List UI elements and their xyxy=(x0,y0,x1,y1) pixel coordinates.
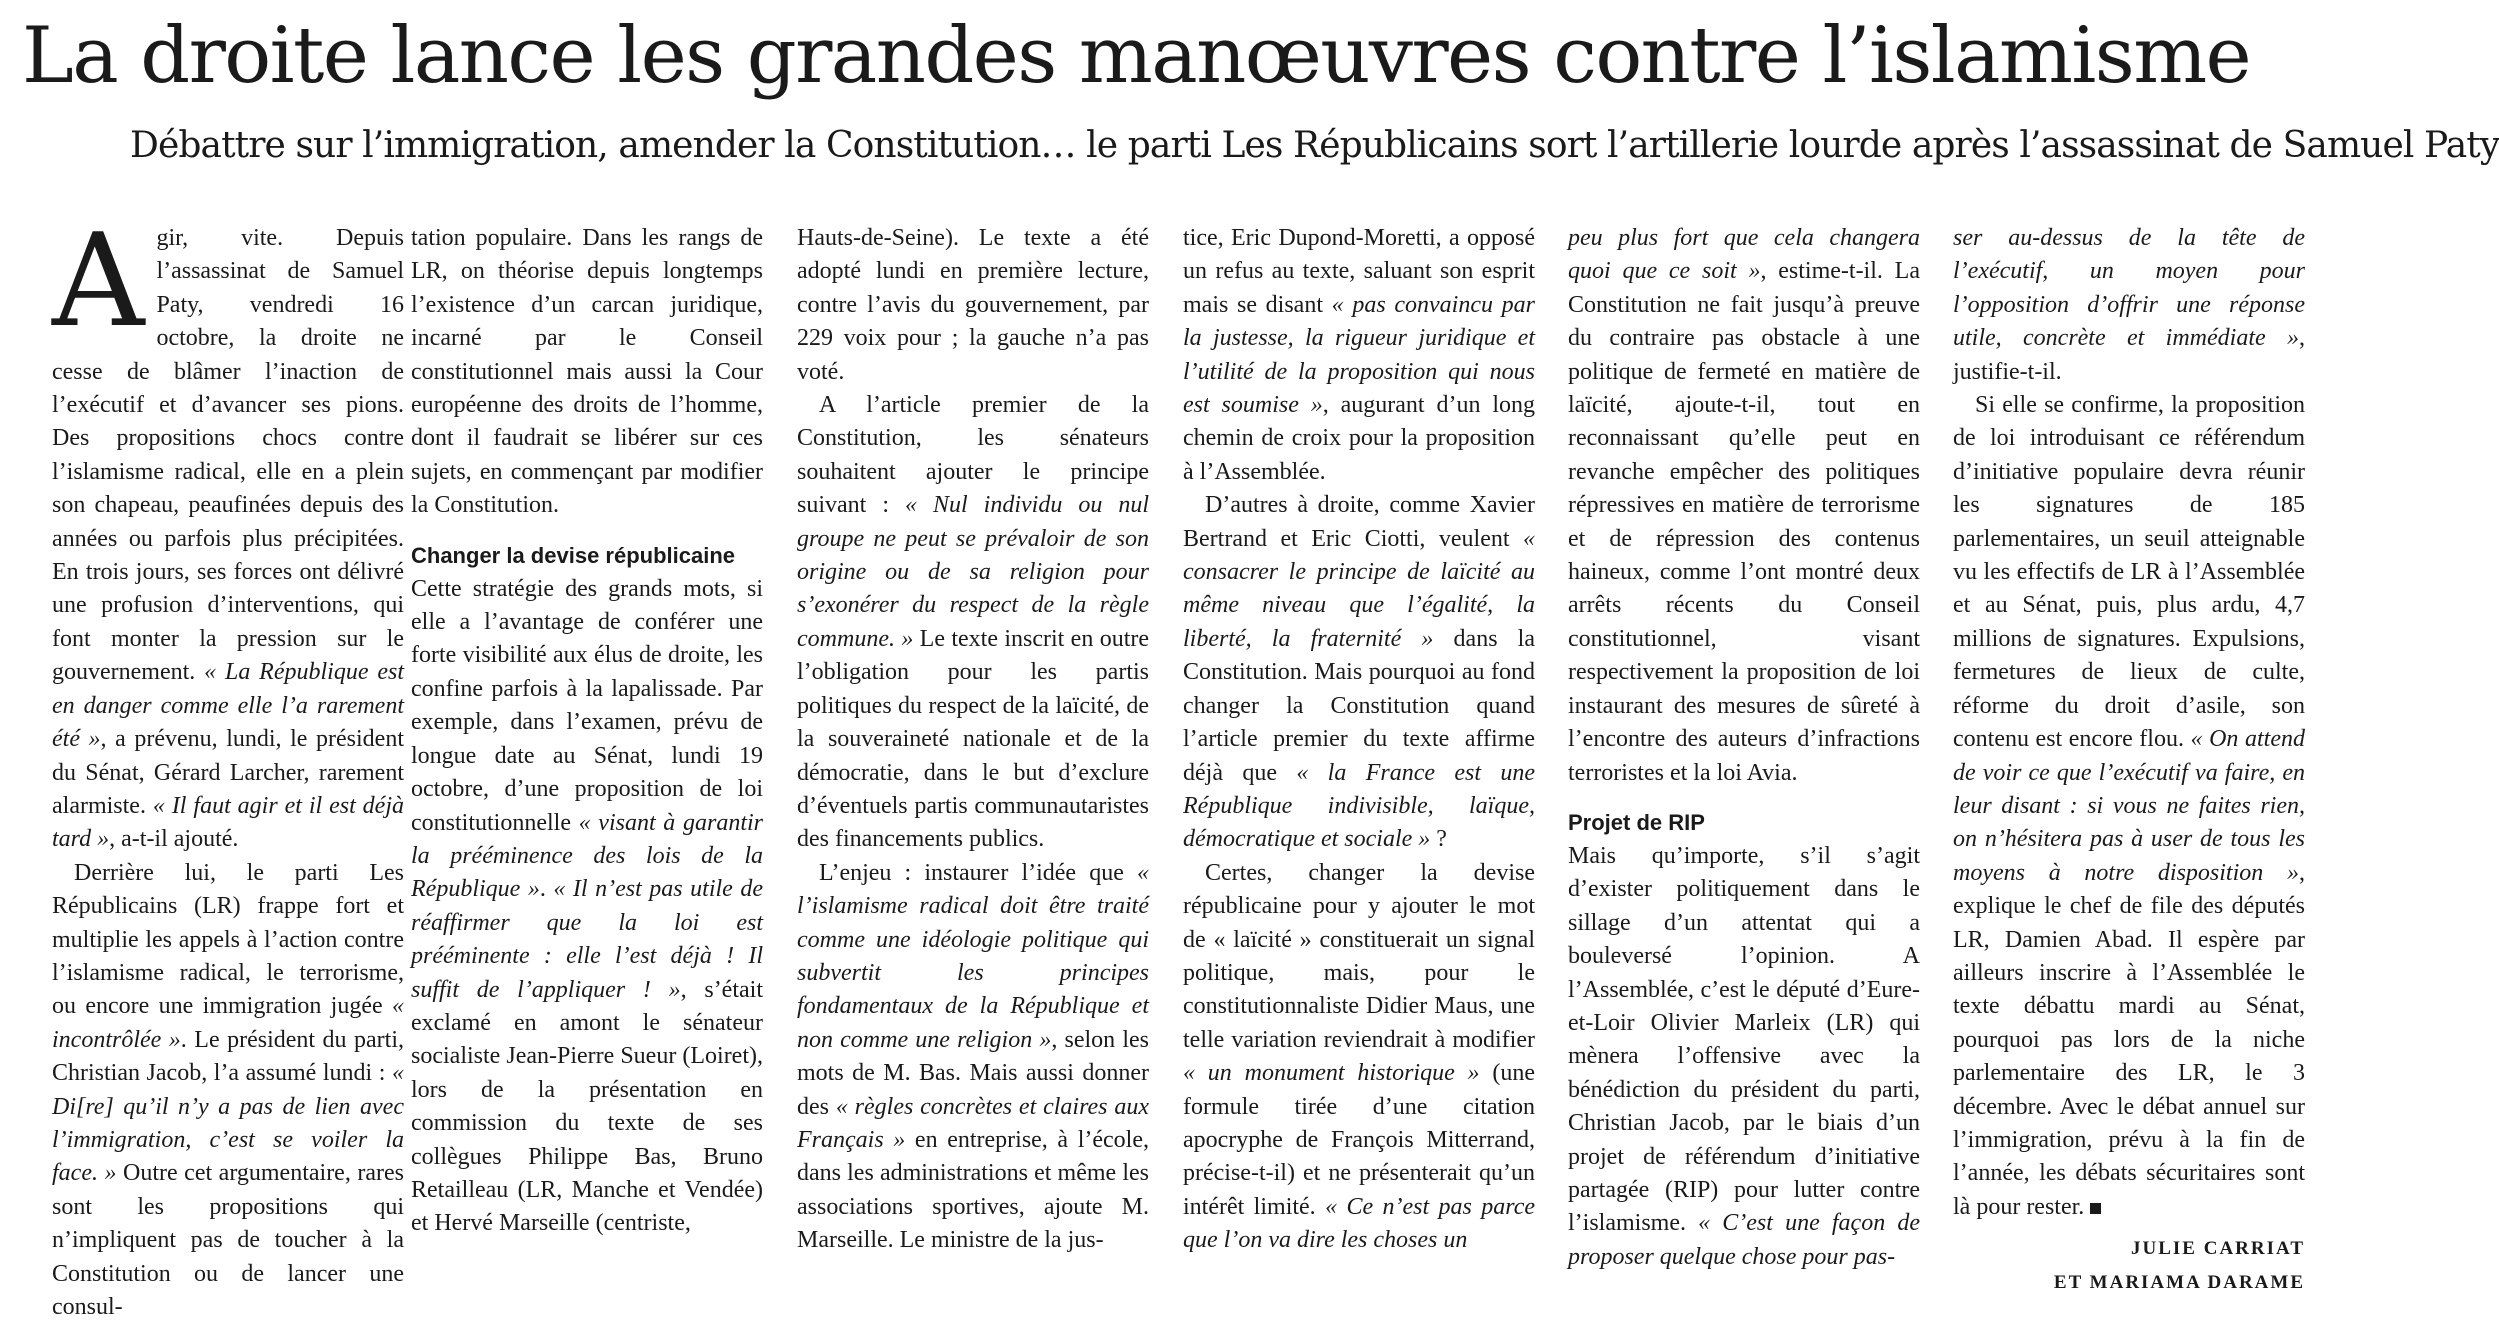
paragraph xyxy=(1183,857,1535,1258)
quote: « un monument historique » xyxy=(1183,1060,1480,1087)
text-run: D’autres à droite, comme Xavier Bertrand et Eric Ciotti, veulent xyxy=(1183,492,1535,552)
text-run: , a-t-il ajouté. xyxy=(109,826,239,853)
paragraph xyxy=(411,573,763,1241)
article-column-2 xyxy=(411,222,763,1237)
quote: « On attend de voir ce que l’exécutif va faire, en leur disant : si vous ne faites rien, on n’hésitera pas à user de tous les moyens à notre disposition » xyxy=(1953,726,2305,886)
paragraph xyxy=(1953,222,2305,389)
text-run: , augurant d’un long chemin de croix pour la proposition à l’Assemblée. xyxy=(1183,392,1535,485)
text-run: en entreprise, à l’école, dans les administrations et même les associations sportives, ajoute M. Marseille. Le ministre de la jus- xyxy=(797,1126,1149,1254)
text-run: L’enjeu : instaurer l’idée que xyxy=(819,859,1137,886)
quote: « Il faut agir et il est déjà tard » xyxy=(52,792,404,853)
byline-author: JULIE CARRIAT xyxy=(2131,1238,2305,1260)
paragraph xyxy=(52,857,404,1324)
quote: « règles concrètes et claires aux Français » xyxy=(797,1093,1149,1153)
text-run: Si elle se confirme, la proposition de loi introduisant ce référendum d’initiative populaire devra réunir les signatures de 185 parlementaires, un seuil atteignable vu les effectifs de LR à l’Assemblée et au Sénat, puis, plus ardu, 4,7 millions de signatures. Expulsions, fermetures de lieux de culte, réforme du droit d’asile, son contenu est encore flou. xyxy=(1953,392,2305,753)
quote: « C’est une façon de proposer quelque chose pour pas- xyxy=(1568,1210,1921,1270)
quote: peu plus fort que cela changera quoi que ce soit » xyxy=(1568,225,1920,285)
quote: « Il n’est pas utile de réaffirmer que la loi est prééminente : elle l’est déjà ! Il suffit de l’appliquer ! » xyxy=(411,876,763,1003)
quote: « incontrôlée » xyxy=(52,993,404,1053)
quote: « Ce n’est pas parce que l’on va dire les choses un xyxy=(1183,1193,1535,1254)
text-run: Derrière lui, le parti Les Républicains (LR) frappe fort et multiplie les appels à l’action contre l’islamisme radical, le terrorisme, ou encore une immigration jugée xyxy=(52,859,404,1020)
text-run: , justifie-t-il. xyxy=(1953,325,2305,385)
paragraph xyxy=(1953,389,2305,1224)
quote: « consacrer le principe de laïcité au même niveau que l’égalité, la liberté, la fraternité » xyxy=(1183,525,1535,652)
quote: « La République est en danger comme elle l’a rarement été » xyxy=(52,659,404,753)
text-run: . Le président du parti, Christian Jacob, l’a assumé lundi : xyxy=(52,1026,404,1087)
text-run: . xyxy=(539,876,554,903)
quote: « Di[re] qu’il n’y a pas de lien avec l’immigration, c’est se voiler la face. » xyxy=(52,1060,404,1187)
quote: « visant à garantir la prééminence des lois de la République » xyxy=(411,809,763,903)
text-run: Le texte inscrit en outre l’obligation pour les partis politiques du respect de la laïcité, de la souveraineté nationale et de la démocratie, dans le but d’exclure d’éventuels partis communautaristes des financements publics. xyxy=(797,625,1150,853)
article-column-6 xyxy=(1953,222,2305,1294)
text-run: (une formule tirée d’une citation apocryphe de François Mitterrand, précise-t-il) et ne présenterait qu’un intérêt limité. xyxy=(1183,1060,1535,1220)
subheadline: Débattre sur l’immigration, amender la Constitution… le parti Les Républicains sort l’artillerie lourde après l’assassinat de Samuel Paty xyxy=(130,125,2499,166)
text-run: , a prévenu, lundi, le président du Sénat, Gérard Larcher, rarement alarmiste. xyxy=(52,726,404,819)
byline-author: ET MARIAMA DARAME xyxy=(2053,1272,2305,1294)
text-run: dans la Constitution. Mais pourquoi au fond changer la Constitution quand l’article premier du texte affirme déjà que xyxy=(1183,625,1535,786)
quote: « pas convaincu par la justesse, la rigueur juridique et l’utilité de la proposition qui nous est soumise » xyxy=(1183,291,1535,419)
quote: « l’islamisme radical doit être traité comme une idéologie politique qui subvertit les principes fondamentaux de la République et non comme une religion » xyxy=(797,859,1149,1053)
dropcap: A xyxy=(52,207,145,356)
section-subhead: Projet de RIP xyxy=(1568,809,1705,835)
text-run: Cette stratégie des grands mots, si elle a l’avantage de conférer une forte visibilité aux élus de droite, les confine parfois à la lapalissade. Par exemple, dans l’examen, prévu de longue date au Sénat, lundi 19 octobre, d’une proposition de loi constitutionnelle xyxy=(411,575,763,836)
article-column-1 xyxy=(52,207,404,1320)
quote: « Nul individu ou nul groupe ne peut se prévaloir de son origine ou de sa religion pour s’exonérer du respect de la règle commune. » xyxy=(797,492,1149,652)
paragraph xyxy=(797,857,1149,1258)
paragraph: Hauts-de-Seine). Le texte a été adopté lundi en première lecture, contre l’avis du gouvernement, par 229 voix pour ; la gauche n’a pas voté. xyxy=(797,225,1149,385)
quote: « la France est une République indivisible, laïque, démocratique et sociale » xyxy=(1183,759,1535,853)
article-column-4 xyxy=(1183,222,1535,1254)
article-column-5 xyxy=(1568,222,1921,1270)
text-run: , selon les mots de M. Bas. Mais aussi donner des xyxy=(797,1026,1149,1120)
text-run: tice, Eric Dupond-Moretti, a opposé un refus au texte, saluant son esprit mais se disant xyxy=(1183,225,1535,318)
section-subhead: Changer la devise républicaine xyxy=(411,542,736,568)
article-column-3 xyxy=(797,222,1150,1254)
paragraph xyxy=(52,207,404,857)
paragraph xyxy=(1568,222,1920,790)
text-run: , s’était exclamé en amont le sénateur socialiste Jean-Pierre Sueur (Loiret), lors de la présentation en commission du texte de ses collègues Philippe Bas, Bruno Retailleau (LR, Manche et Vendée) et Hervé Marseille (centriste, xyxy=(411,976,763,1237)
text-run: , estime-t-il. La Constitution ne fait jusqu’à preuve du contraire pas obstacle à une politique de fermeté en matière de laïcité, ajoute-t-il, tout en reconnaissant qu’elle peut en revanche empêcher des politiques répressives en matière de terrorisme et de répression des contenus haineux, comme l’ont montré deux arrêts récents du Conseil constitutionnel, visant respectivement la proposition de loi instaurant des mesures de sûreté à l’encontre des auteurs d’infractions terroristes et la loi Avia. xyxy=(1568,258,1920,786)
text-run: Certes, changer la devise républicaine pour y ajouter le mot de « laïcité » constituerait un signal politique, mais, pour le constitutionnaliste Didier Maus, une telle variation reviendrait à modifier xyxy=(1183,859,1535,1053)
text-run: A l’article premier de la Constitution, les sénateurs souhaitent ajouter le principe suivant : xyxy=(797,392,1149,519)
byline xyxy=(1953,1232,2305,1300)
end-of-article-mark xyxy=(2090,1203,2101,1214)
text-run: Mais qu’importe, s’il s’agit d’exister politiquement dans le sillage d’un attentat qui a bouleversé l’opinion. A l’Assemblée, c’est le député d’Eure-et-Loir Olivier Marleix (LR) qui mènera l’offensive avec la bénédiction du président du parti, Christian Jacob, par le biais d’un projet de référendum d’initiative partagée (RIP) pour lutter contre l’islamisme. xyxy=(1568,842,1920,1237)
quote: ser au-dessus de la tête de l’exécutif, un moyen pour l’opposition d’offrir une réponse utile, concrète et immédiate » xyxy=(1953,225,2305,352)
paragraph xyxy=(797,389,1149,857)
paragraph: tation populaire. Dans les rangs de LR, on théorise depuis longtemps l’existence d’un carcan juridique, incarné par le Conseil constitutionnel mais aussi la Cour européenne des droits de l’homme, dont il faudrait se libérer sur ces sujets, en commençant par modifier la Constitution. xyxy=(411,225,763,519)
text-run: , explique le chef de file des députés LR, Damien Abad. Il espère par ailleurs inscrire à l’Assemblée le texte débattu mardi au Sénat, pourquoi pas lors de la niche parlementaire des LR, le 3 décembre. Avec le débat annuel sur l’immigration, prévu à la fin de l’année, les débats sécuritaires sont là pour rester. xyxy=(1953,859,2305,1220)
paragraph xyxy=(1568,840,1920,1274)
text-run: ? xyxy=(1430,826,1447,853)
text-run: Outre cet argumentaire, rares sont les propositions qui n’impliquent pas de toucher à la Constitution ou de lancer une consul- xyxy=(52,1160,404,1320)
text-run: gir, vite. Depuis l’assassinat de Samuel Paty, vendredi 16 octobre, la droite ne cesse de blâmer l’inaction de l’exécutif et d’avancer ses pions. Des propositions chocs contre l’islamisme radical, elle en a plein son chapeau, peaufinées depuis des années ou parfois plus précipitées. En trois jours, ses forces ont délivré une profusion d’interventions, qui font monter la pression sur le gouvernement. xyxy=(52,225,404,686)
paragraph xyxy=(1183,222,1535,489)
headline: La droite lance les grandes manœuvres contre l’islamisme xyxy=(22,11,2251,101)
paragraph xyxy=(1183,489,1535,856)
